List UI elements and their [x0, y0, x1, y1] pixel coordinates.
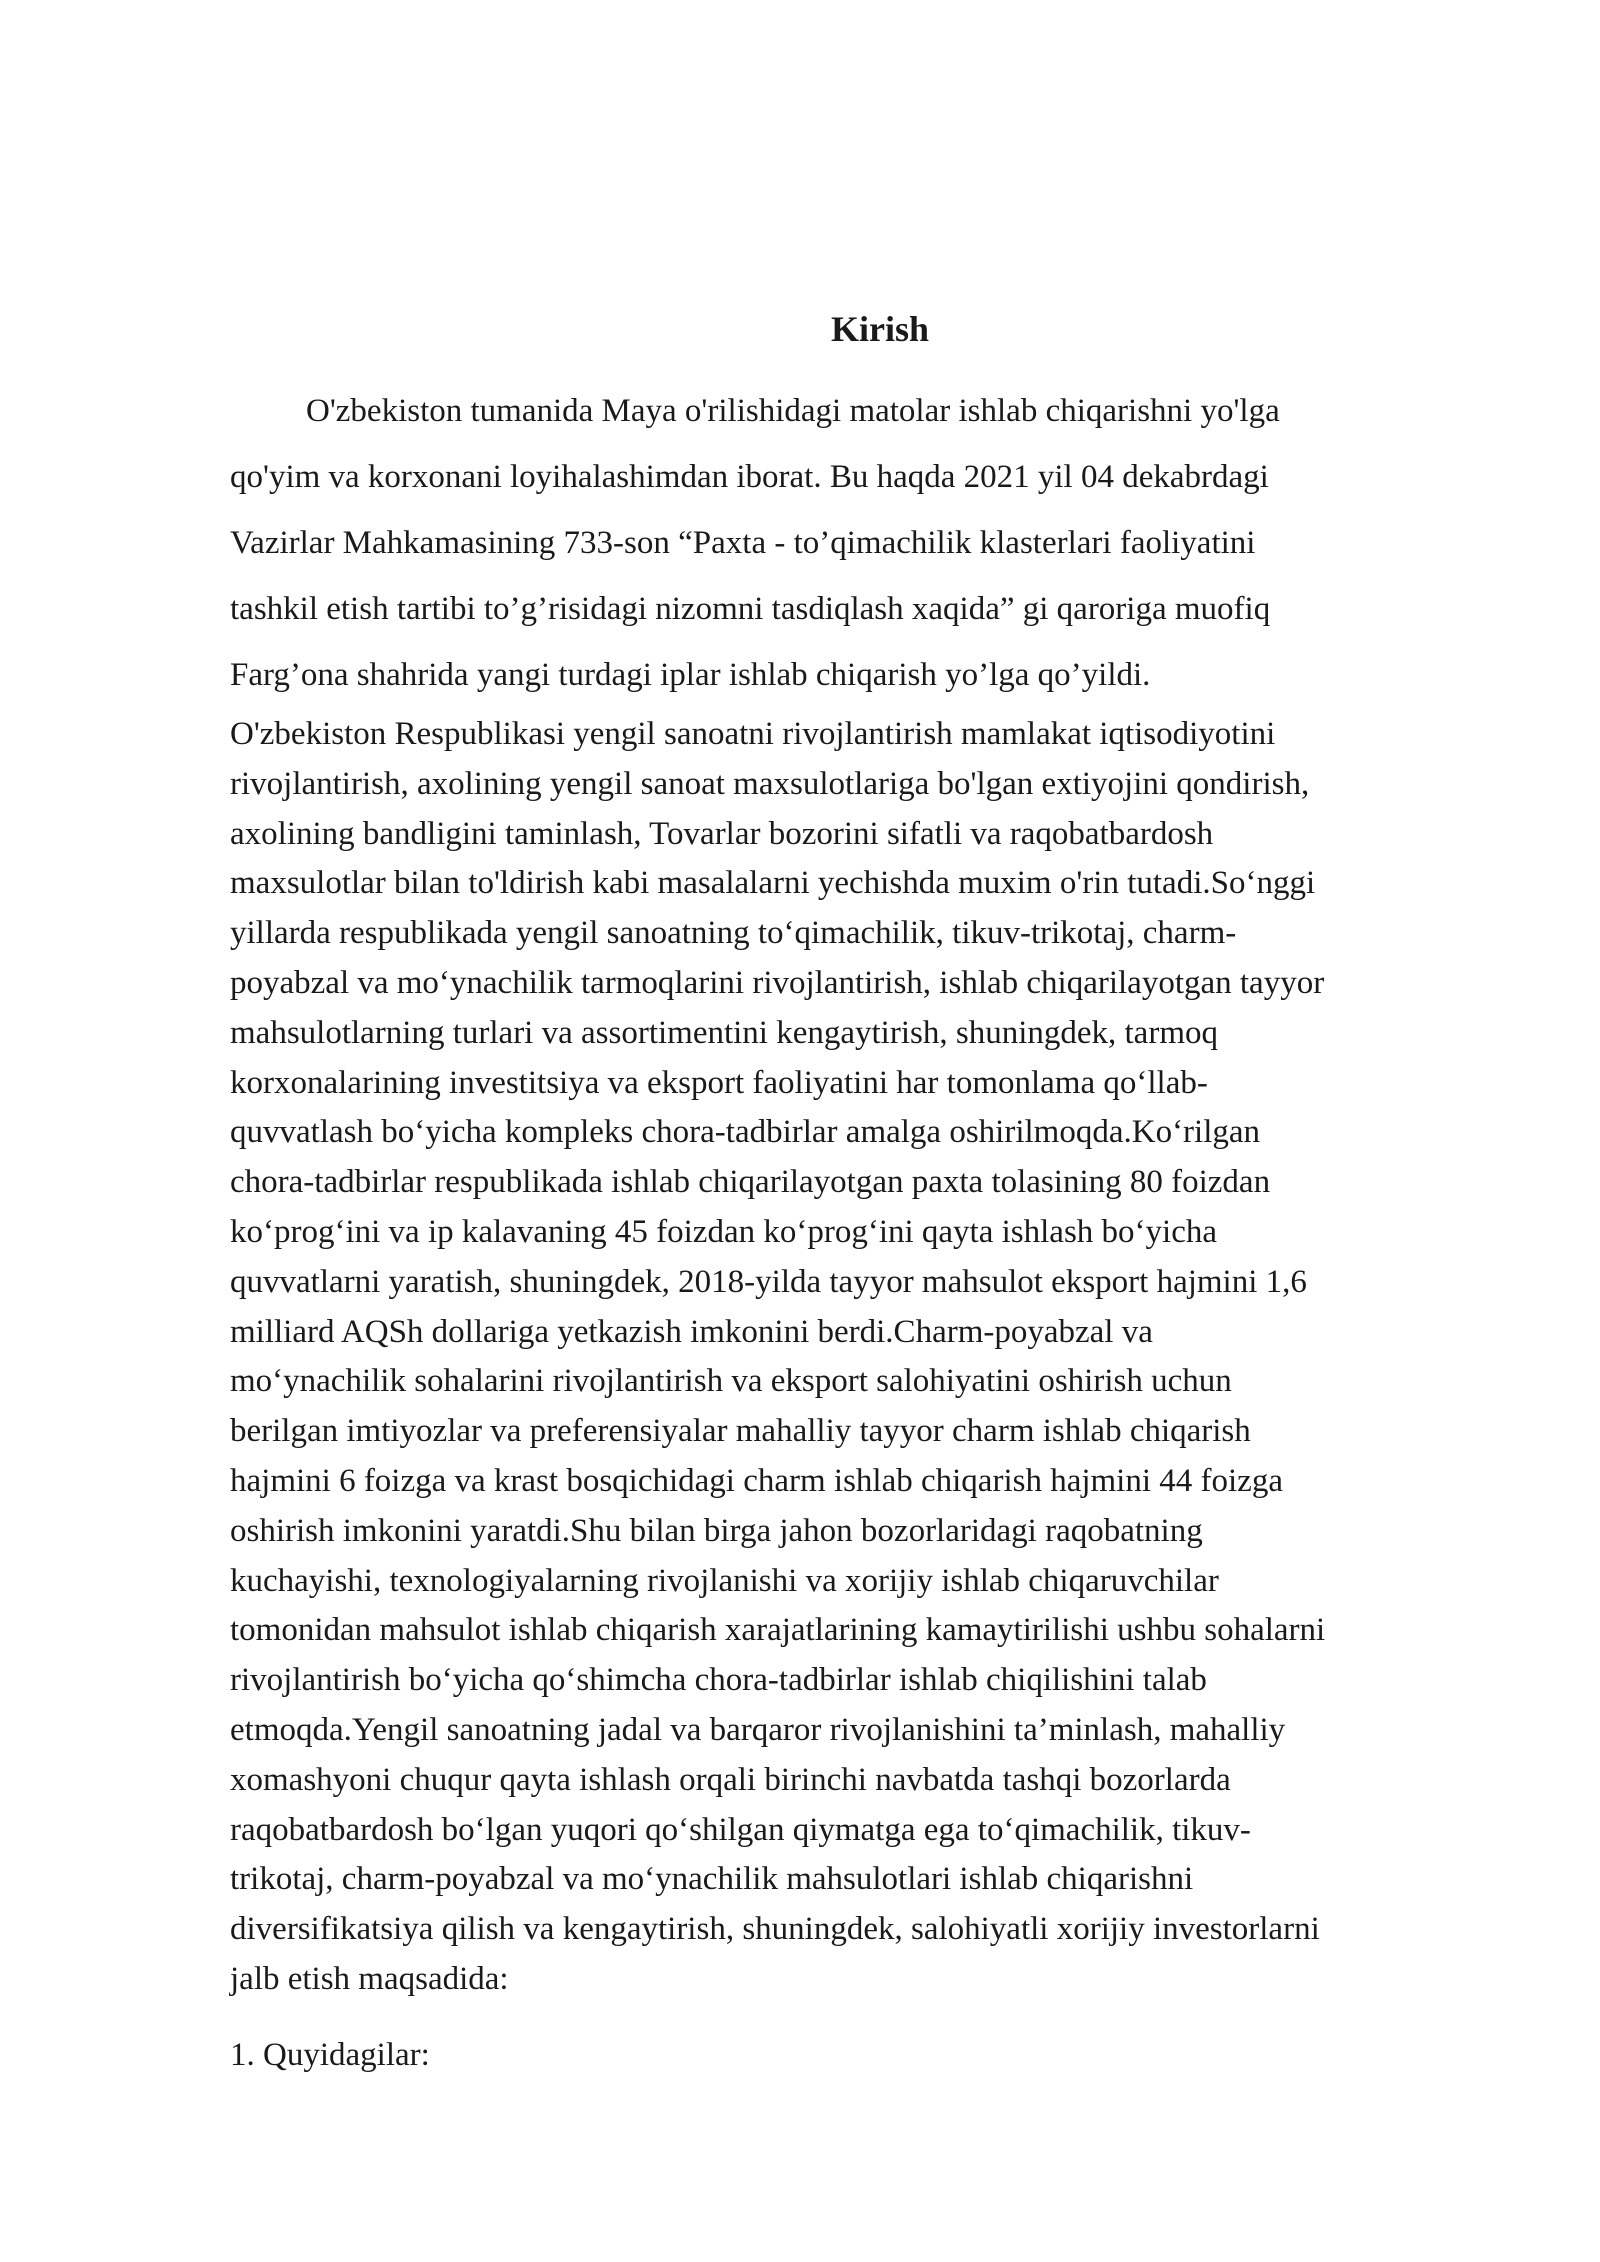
body-line: quvvatlarni yaratish, shuningdek, 2018-yilda tayyor mahsulot eksport hajmini 1,6 — [230, 1263, 1307, 1300]
intro-line: Vazirlar Mahkamasining 733-son “Paxta - to’qimachilik klasterlari faoliyatini — [230, 525, 1256, 561]
intro-line: tashkil etish tartibi to’g’risidagi nizomni tasdiqlash xaqida” gi qaroriga muofiq — [230, 591, 1271, 627]
numbered-list-item: 1. Quyidagilar: — [230, 2037, 430, 2073]
body-line: rivojlantirish, axolining yengil sanoat maxsulotlariga bo'lgan extiyojini qondirish, — [230, 765, 1310, 802]
body-line: milliard AQSh dollariga yetkazish imkonini berdi.Charm-poyabzal va — [230, 1313, 1153, 1350]
body-line: tomonidan mahsulot ishlab chiqarish xarajatlarining kamaytirilishi ushbu sohalarni — [230, 1612, 1326, 1649]
body-line: berilgan imtiyozlar va preferensiyalar mahalliy tayyor charm ishlab chiqarish — [230, 1413, 1251, 1450]
body-line: jalb etish maqsadida: — [230, 1960, 509, 1997]
body-line: quvvatlash bo‘yicha kompleks chora-tadbirlar amalga oshirilmoqda.Ko‘rilgan — [230, 1114, 1261, 1151]
intro-line: O'zbekiston tumanida Maya o'rilishidagi matolar ishlab chiqarishni yo'lga — [306, 393, 1280, 429]
body-line: yillarda respublikada yengil sanoatning to‘qimachilik, tikuv-trikotaj, charm- — [230, 915, 1237, 952]
intro-line: Farg’ona shahrida yangi turdagi iplar ishlab chiqarish yo’lga qo’yildi. — [230, 657, 1151, 693]
intro-line: qo'yim va korxonani loyihalashimdan iborat. Bu haqda 2021 yil 04 dekabrdagi — [230, 459, 1269, 495]
body-line: raqobatbardosh bo‘lgan yuqori qo‘shilgan qiymatga ega to‘qimachilik, tikuv- — [230, 1811, 1251, 1848]
body-line: chora-tadbirlar respublikada ishlab chiqarilayotgan paxta tolasining 80 foizdan — [230, 1164, 1271, 1201]
body-line: poyabzal va mo‘ynachilik tarmoqlarini rivojlantirish, ishlab chiqarilayotgan tayyor — [230, 964, 1325, 1001]
body-line: kuchayishi, texnologiyalarning rivojlanishi va xorijiy ishlab chiqaruvchilar — [230, 1562, 1219, 1599]
body-line: ko‘prog‘ini va ip kalavaning 45 foizdan ko‘prog‘ini qayta ishlash bo‘yicha — [230, 1213, 1217, 1250]
body-paragraph — [230, 710, 1492, 2005]
body-line: O'zbekiston Respublikasi yengil sanoatni rivojlantirish mamlakat iqtisodiyotini — [230, 716, 1276, 752]
body-line: rivojlantirish bo‘yicha qo‘shimcha chora-tadbirlar ishlab chiqilishini talab — [230, 1662, 1207, 1699]
body-line: axolining bandligini taminlash, Tovarlar bozorini sifatli va raqobatbardosh — [230, 815, 1214, 852]
body-line: etmoqda.Yengil sanoatning jadal va barqaror rivojlanishini ta’minlash, mahalliy — [230, 1711, 1286, 1748]
body-line: korxonalarining investitsiya va eksport faoliyatini har tomonlama qo‘llab- — [230, 1064, 1208, 1101]
document-title: Kirish — [830, 309, 929, 349]
body-line: hajmini 6 foizga va krast bosqichidagi charm ishlab chiqarish hajmini 44 foizga — [230, 1462, 1283, 1499]
body-line: trikotaj, charm-poyabzal va mo‘ynachilik mahsulotlari ishlab chiqarishni — [230, 1861, 1194, 1898]
body-line: mo‘ynachilik sohalarini rivojlantirish va eksport salohiyatini oshirish uchun — [230, 1363, 1232, 1400]
body-line: diversifikatsiya qilish va kengaytirish, shuningdek, salohiyatli xorijiy investorlarni — [230, 1911, 1320, 1948]
body-line: xomashyoni chuqur qayta ishlash orqali birinchi navbatda tashqi bozorlarda — [230, 1761, 1231, 1798]
body-line: oshirish imkonini yaratdi.Shu bilan birga jahon bozorlaridagi raqobatning — [230, 1512, 1203, 1549]
body-line: mahsulotlarning turlari va assortimentini kengaytirish, shuningdek, tarmoq — [230, 1014, 1218, 1051]
intro-paragraph — [230, 378, 1480, 708]
body-line: maxsulotlar bilan to'ldirish kabi masalalarni yechishda muxim o'rin tutadi.So‘nggi — [230, 865, 1316, 902]
